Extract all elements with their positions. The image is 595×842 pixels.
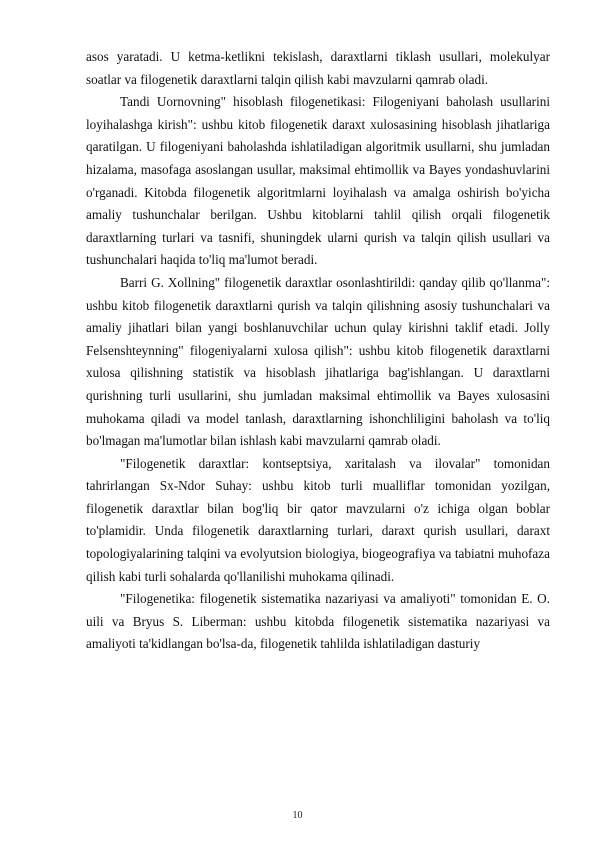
document-page — [86, 46, 550, 656]
paragraph-phylogenetic-trees-book: "Filogenetik daraxtlar: kontseptsiya, xaritalash va ilovalar" tomonidan tahrirlangan Sx-Ndor Suhay: ushbu kitob turli mualliflar tomonidan yozilgan, filogenetik daraxtlar bilan bog'liq bir qator mavzularni o'z ichiga olgan boblar to'plamidir. Unda filogenetik daraxtlarning turlari, daraxt qurish usullari, daraxt topologiyalarining talqini va evolyutsion biologiya, biogeografiya va tabiatni muhofaza qilish kabi turli sohalarda qo'llanilishi muhokama qilinadi. — [86, 455, 550, 584]
paragraph-hall-felsenstein: Barri G. Xollning" filogenetik daraxtlar osonlashtirildi: qanday qilib qo'llanma": ushbu kitob filogenetik daraxtlarni qurish va talqin qilishning asosiy tushunchalari va amaliy jihatlari bilan yangi boshlanuvchilar uchun qulay kirishni taklif etadi. Jolly Felsenshteynning" filogeniyalarni xulosa qilish": ushbu kitob filogenetik daraxtlarni xulosa qilishning statistik va hisoblash jihatlariga bag'ishlangan. U daraxtlarni qurishning turli usullarini, shu jumladan maksimal ehtimollik va Bayes xulosasini muhokama qiladi va model tanlash, daraxtlarning ishonchliligini baholash va to'liq bo'lmagan ma'lumotlar bilan ishlash kabi mavzularni qamrab oladi. — [86, 274, 550, 449]
paragraph-warnow: Tandi Uornovning" hisoblash filogenetikasi: Filogeniyani baholash usullarini loyihalashga kirish": ushbu kitob filogenetik daraxt xulosasining hisoblash jihatlariga qaratilgan. U filogeniyani baholashda ishlatiladigan algoritmik usullarni, shu jumladan hizalama, masofaga asoslangan usullar, maksimal ehtimollik va Bayes yondashuvlarini o'rganadi. Kitobda filogenetik algoritmlarni loyihalash va amalga oshirish bo'yicha amaliy tushunchalar berilgan. Ushbu kitoblarni tahlil qilish orqali filogenetik daraxtlarning turlari va tasnifi, shuningdek ularni qurish va talqin qilish usullari va tushunchalari haqida to'liq ma'lumot beradi. — [86, 94, 550, 268]
page-number: 10 — [292, 810, 303, 821]
paragraph-continuation: asos yaratadi. U ketma-ketlikni tekislash, daraxtlarni tiklash usullari, molekulyar soatlar va filogenetik daraxtlarni talqin qilish kabi mavzularni qamrab oladi. — [86, 49, 550, 87]
paragraph-phylogenetics-wiley: "Filogenetika: filogenetik sistematika nazariyasi va amaliyoti" tomonidan E. O. uili va Bryus S. Liberman: ushbu kitobda filogenetik sistematika nazariyasi va amaliyoti ta'kidlangan bo'lsa-da, filogenetik tahlilda ishlatiladigan dasturiy — [86, 591, 550, 652]
